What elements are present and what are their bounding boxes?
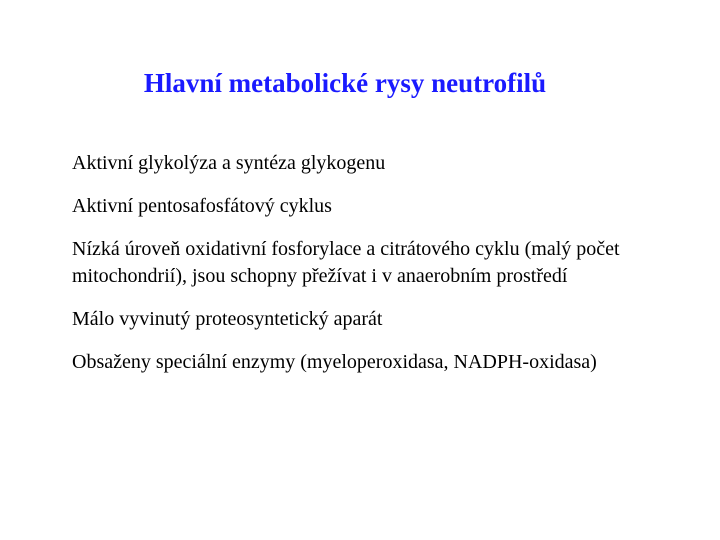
bullet-item: Obsaženy speciální enzymy (myeloperoxidasa, NADPH-oxidasa) <box>72 351 597 373</box>
bullet-item: Nízká úroveň oxidativní fosforylace a citrátového cyklu (malý počet mitochondrií), jsou schopny přežívat i v anaerobním prostředí <box>72 238 620 287</box>
bullet-list <box>72 150 672 392</box>
slide-title: Hlavní metabolické rysy neutrofilů <box>143 68 547 98</box>
bullet-item: Málo vyvinutý proteosyntetický aparát <box>72 308 383 330</box>
bullet-item: Aktivní glykolýza a syntéza glykogenu <box>72 152 386 174</box>
bullet-item: Aktivní pentosafosfátový cyklus <box>72 195 332 217</box>
